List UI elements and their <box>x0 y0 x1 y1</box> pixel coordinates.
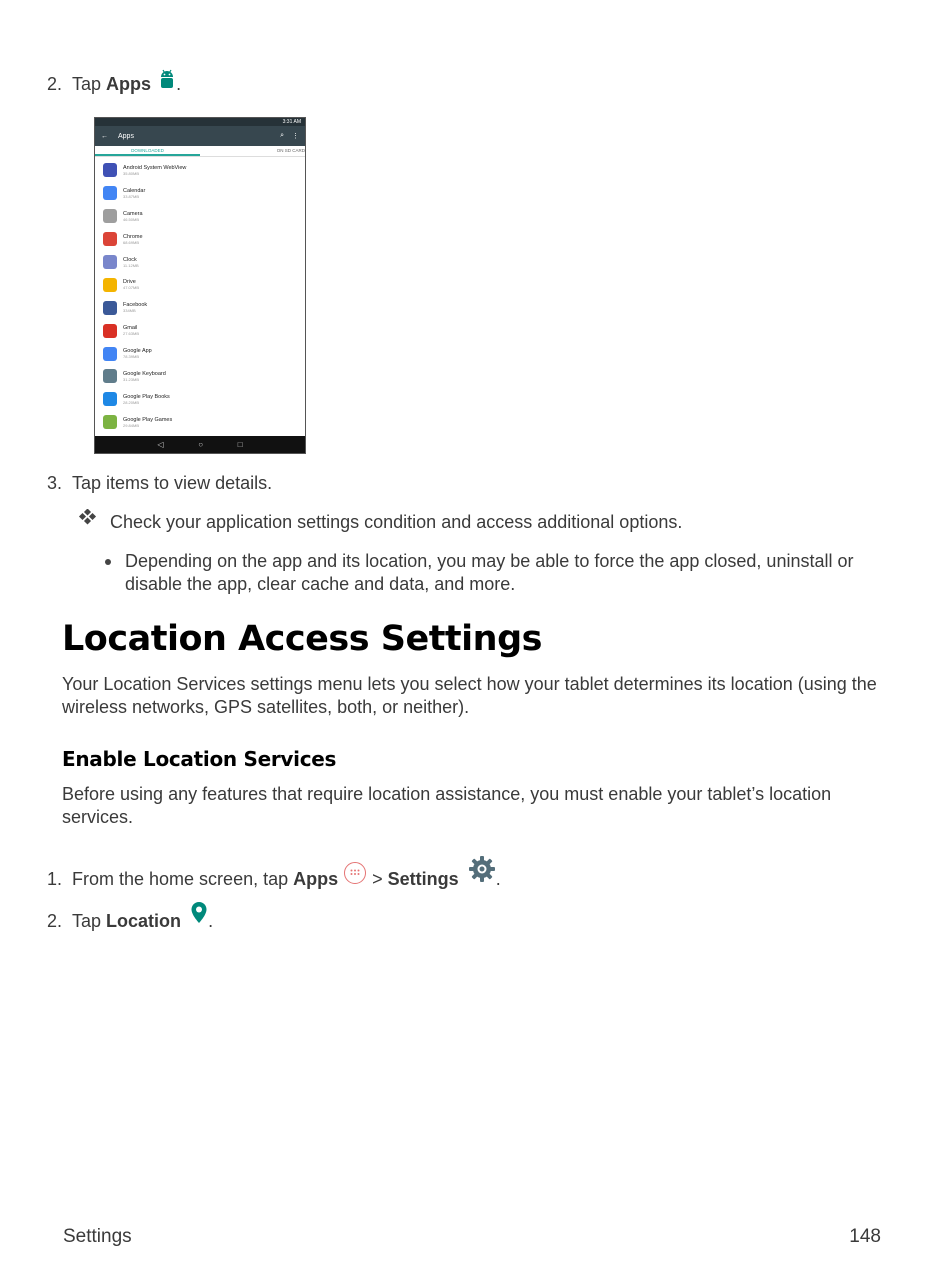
app-list-item <box>95 296 305 319</box>
section-intro: Your Location Services settings menu lets you select how your tablet determines its location (using the wireless networks, GPS satellites, both, or neither). <box>62 674 877 717</box>
app-size: 31.23MB <box>123 376 140 382</box>
app-size: 33.87MB <box>123 193 140 199</box>
app-name: Gmail <box>123 325 138 332</box>
app-name: Google Keyboard <box>123 370 166 377</box>
step-text: Tap <box>72 74 107 94</box>
period: . <box>176 74 182 94</box>
page-number: 148 <box>849 1226 881 1247</box>
gear-icon <box>468 855 496 883</box>
step-number: 2. <box>46 74 62 94</box>
apps-grid-icon <box>343 861 367 885</box>
app-list-item <box>95 319 305 342</box>
apps-label: Apps <box>106 74 152 94</box>
section-title: Location Access Settings <box>62 619 542 659</box>
bullet-text-1: Check your application settings condition and access additional options. <box>110 512 683 532</box>
step-2-apps <box>40 68 181 96</box>
app-name: Google Play Games <box>123 416 173 423</box>
app-list-item <box>95 228 305 251</box>
app-list-item <box>95 411 305 434</box>
step-number: 1. <box>46 869 62 889</box>
nav-bar <box>95 436 305 453</box>
period: . <box>495 869 501 889</box>
app-name: Android System WebView <box>123 164 187 171</box>
location-label: Location <box>106 911 182 931</box>
app-name: Drive <box>123 279 136 286</box>
app-bar <box>95 126 305 146</box>
app-size: 35.80MB <box>123 170 140 176</box>
app-list-item <box>95 159 305 182</box>
step-text: Tap <box>72 911 107 931</box>
app-list-item <box>95 273 305 296</box>
back-nav-icon: ◁ <box>157 440 164 449</box>
dot-bullet <box>105 559 111 565</box>
step-number: 3. <box>46 473 62 493</box>
bullet-text-2: Depending on the app and its location, you may be able to force the app closed, uninstall or disable the app, clear cache and data, and more. <box>125 551 854 594</box>
app-icon <box>103 163 117 177</box>
app-icon <box>103 278 117 292</box>
app-icon <box>103 369 117 383</box>
step-1-settings <box>40 855 501 891</box>
subsection-intro: Before using any features that require location assistance, you must enable your tablet’s location services. <box>62 784 832 827</box>
tab-downloaded: DOWNLOADED <box>95 146 200 156</box>
apps-label: Apps <box>293 869 339 889</box>
app-list-item <box>95 251 305 274</box>
app-size: 46.50MB <box>123 216 140 222</box>
app-icon <box>103 324 117 338</box>
settings-label: Settings <box>387 869 459 889</box>
status-bar <box>95 118 305 126</box>
app-name: Google Play Books <box>123 393 170 400</box>
step-2-location <box>40 901 213 933</box>
app-icon <box>103 209 117 223</box>
back-arrow-icon: ← <box>101 132 108 140</box>
app-icon <box>103 415 117 429</box>
diamond-bullet-icon <box>78 509 98 532</box>
subsection-title: Enable Location Services <box>62 747 337 771</box>
app-name: Facebook <box>123 302 148 309</box>
app-name: Camera <box>123 210 143 217</box>
app-size: 28.20MB <box>123 399 140 405</box>
app-size: 27.63MB <box>123 331 140 337</box>
apps-screenshot <box>94 117 306 454</box>
app-size: 68.69MB <box>123 239 140 245</box>
app-list <box>95 157 305 434</box>
app-size: 29.84MB <box>123 422 140 428</box>
app-icon <box>103 232 117 246</box>
status-time: 3:31 AM <box>282 119 301 125</box>
app-name: Calendar <box>123 187 146 194</box>
step-text: Tap items to view details. <box>72 473 273 493</box>
app-list-item <box>95 388 305 411</box>
app-size: 47.07MB <box>123 285 140 291</box>
separator: > <box>367 869 388 889</box>
app-icon <box>103 186 117 200</box>
app-list-item <box>95 182 305 205</box>
app-list-item <box>95 365 305 388</box>
tabs <box>95 146 305 157</box>
app-bar-title: Apps <box>118 132 134 140</box>
app-name: Clock <box>123 256 137 263</box>
step-3 <box>40 472 272 495</box>
home-nav-icon: ○ <box>198 440 204 449</box>
location-pin-icon <box>190 901 208 925</box>
app-size: 11.12MB <box>123 262 139 268</box>
app-icon <box>103 255 117 269</box>
search-icon: ⌕ <box>280 132 284 139</box>
footer-section: Settings <box>63 1226 132 1247</box>
step-text: From the home screen, tap <box>72 869 294 889</box>
app-list-item <box>95 205 305 228</box>
app-name: Google App <box>123 348 152 355</box>
app-name: Chrome <box>123 233 143 240</box>
app-icon <box>103 301 117 315</box>
step-number: 2. <box>46 911 62 931</box>
period: . <box>208 911 214 931</box>
recents-nav-icon: □ <box>237 440 243 449</box>
more-icon: ⋮ <box>292 133 299 140</box>
app-size: 78.39MB <box>123 354 140 360</box>
tab-sd-card: ON SD CARD <box>276 148 305 153</box>
app-icon <box>103 392 117 406</box>
app-size: 334MB <box>123 308 136 314</box>
android-icon <box>158 68 176 92</box>
app-list-item <box>95 342 305 365</box>
app-icon <box>103 347 117 361</box>
